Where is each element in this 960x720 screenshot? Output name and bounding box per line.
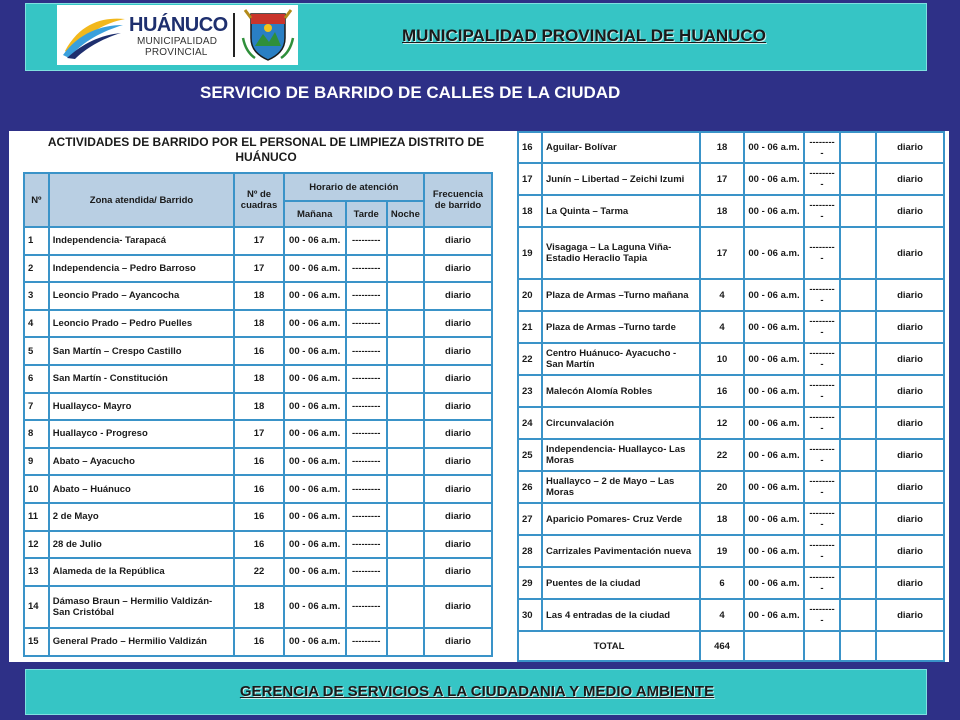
cell-manana: 00 - 06 a.m. <box>744 439 804 471</box>
cell-manana: 00 - 06 a.m. <box>284 503 346 531</box>
header-num: Nº <box>24 173 49 227</box>
cell-noche <box>387 475 424 503</box>
cell-zona: Visagaga – La Laguna Viña- Estadio Heraclio Tapia <box>542 227 700 279</box>
cell-num: 3 <box>24 282 49 310</box>
logo-subline-2: PROVINCIAL <box>145 47 208 58</box>
cell-tarde: --------- <box>346 310 387 338</box>
cell-cuadras: 18 <box>700 503 744 535</box>
cell-frecuencia: diario <box>424 586 492 628</box>
cell-tarde: --------- <box>346 475 387 503</box>
total-empty-cell <box>804 631 840 661</box>
table-row <box>24 420 492 448</box>
cell-cuadras: 22 <box>234 558 283 586</box>
cell-frecuencia: diario <box>424 393 492 421</box>
cell-num: 2 <box>24 255 49 283</box>
table-row <box>24 255 492 283</box>
table-row <box>518 375 944 407</box>
cell-noche <box>387 558 424 586</box>
table-caption: ACTIVIDADES DE BARRIDO POR EL PERSONAL DE LIMPIEZA DISTRITO DE HUÁNUCO <box>47 135 485 164</box>
total-empty-cell <box>876 631 944 661</box>
cell-manana: 00 - 06 a.m. <box>744 343 804 375</box>
cell-frecuencia: diario <box>876 311 944 343</box>
cell-cuadras: 16 <box>700 375 744 407</box>
header-title: MUNICIPALIDAD PROVINCIAL DE HUANUCO <box>402 26 766 45</box>
cell-zona: 2 de Mayo <box>49 503 235 531</box>
cell-zona: Aparicio Pomares- Cruz Verde <box>542 503 700 535</box>
header-noche: Noche <box>387 201 424 227</box>
cell-zona: Abato – Ayacucho <box>49 448 235 476</box>
footer-title: GERENCIA DE SERVICIOS A LA CIUDADANIA Y MEDIO AMBIENTE <box>239 683 715 700</box>
cell-num: 13 <box>24 558 49 586</box>
cell-num: 11 <box>24 503 49 531</box>
cell-cuadras: 18 <box>700 132 744 163</box>
cell-tarde: --------- <box>346 448 387 476</box>
cell-frecuencia: diario <box>424 531 492 559</box>
cell-num: 19 <box>518 227 542 279</box>
cell-manana: 00 - 06 a.m. <box>284 628 346 656</box>
cell-frecuencia: diario <box>876 599 944 631</box>
cell-cuadras: 4 <box>700 311 744 343</box>
cell-zona: San Martín – Crespo Castillo <box>49 337 235 365</box>
cell-num: 10 <box>24 475 49 503</box>
cell-num: 5 <box>24 337 49 365</box>
cell-noche <box>387 310 424 338</box>
cell-zona: Huallayco – 2 de Mayo – Las Moras <box>542 471 700 503</box>
cell-manana: 00 - 06 a.m. <box>744 535 804 567</box>
cell-cuadras: 16 <box>234 503 283 531</box>
table-row <box>518 163 944 195</box>
total-value: 464 <box>700 631 744 661</box>
cell-zona: Leoncio Prado – Ayancocha <box>49 282 235 310</box>
cell-frecuencia: diario <box>424 310 492 338</box>
cell-zona: Leoncio Prado – Pedro Puelles <box>49 310 235 338</box>
cell-frecuencia: diario <box>424 337 492 365</box>
cell-manana: 00 - 06 a.m. <box>744 163 804 195</box>
cell-cuadras: 10 <box>700 343 744 375</box>
table-row <box>24 337 492 365</box>
cell-tarde: --------- <box>346 420 387 448</box>
cell-manana: 00 - 06 a.m. <box>744 567 804 599</box>
cell-tarde: --------- <box>804 163 840 195</box>
cell-zona: Carrizales Pavimentación nueva <box>542 535 700 567</box>
cell-cuadras: 17 <box>234 420 283 448</box>
cell-num: 26 <box>518 471 542 503</box>
schedule-table-right <box>517 131 945 662</box>
cell-frecuencia: diario <box>876 195 944 227</box>
table-row <box>24 531 492 559</box>
cell-zona: Circunvalación <box>542 407 700 439</box>
cell-frecuencia: diario <box>876 439 944 471</box>
cell-num: 18 <box>518 195 542 227</box>
table-row <box>518 599 944 631</box>
cell-noche <box>840 439 876 471</box>
cell-tarde: --------- <box>804 195 840 227</box>
table-row <box>518 279 944 311</box>
cell-zona: Dámaso Braun – Hermilio Valdizán- San Cristóbal <box>49 586 235 628</box>
cell-tarde: --------- <box>804 471 840 503</box>
cell-zona: Huallayco - Progreso <box>49 420 235 448</box>
cell-frecuencia: diario <box>876 503 944 535</box>
cell-num: 7 <box>24 393 49 421</box>
cell-manana: 00 - 06 a.m. <box>744 311 804 343</box>
header-horario: Horario de atención <box>284 173 424 201</box>
cell-frecuencia: diario <box>876 132 944 163</box>
cell-zona: Las 4 entradas de la ciudad <box>542 599 700 631</box>
cell-frecuencia: diario <box>876 343 944 375</box>
cell-noche <box>840 535 876 567</box>
table-row <box>24 227 492 255</box>
cell-manana: 00 - 06 a.m. <box>284 586 346 628</box>
cell-manana: 00 - 06 a.m. <box>284 365 346 393</box>
table-row <box>518 195 944 227</box>
cell-zona: 28 de Julio <box>49 531 235 559</box>
cell-zona: Independencia- Huallayco- Las Moras <box>542 439 700 471</box>
total-row <box>518 631 944 661</box>
cell-noche <box>840 503 876 535</box>
cell-num: 9 <box>24 448 49 476</box>
cell-noche <box>387 503 424 531</box>
cell-tarde: --------- <box>346 337 387 365</box>
table-row <box>518 311 944 343</box>
table-row <box>24 310 492 338</box>
cell-cuadras: 16 <box>234 448 283 476</box>
cell-manana: 00 - 06 a.m. <box>284 558 346 586</box>
cell-noche <box>387 448 424 476</box>
cell-noche <box>840 132 876 163</box>
schedule-rows-right <box>518 132 944 661</box>
cell-tarde: --------- <box>346 503 387 531</box>
cell-zona: Abato – Huánuco <box>49 475 235 503</box>
cell-num: 12 <box>24 531 49 559</box>
header-zona: Zona atendida/ Barrido <box>49 173 235 227</box>
cell-cuadras: 18 <box>234 586 283 628</box>
cell-manana: 00 - 06 a.m. <box>284 255 346 283</box>
cell-zona: Alameda de la República <box>49 558 235 586</box>
cell-cuadras: 16 <box>234 337 283 365</box>
cell-manana: 00 - 06 a.m. <box>744 195 804 227</box>
table-row <box>24 628 492 656</box>
cell-manana: 00 - 06 a.m. <box>744 599 804 631</box>
cell-frecuencia: diario <box>876 407 944 439</box>
cell-noche <box>387 531 424 559</box>
cell-cuadras: 6 <box>700 567 744 599</box>
cell-tarde: --------- <box>804 439 840 471</box>
cell-noche <box>840 311 876 343</box>
cell-tarde: --------- <box>346 227 387 255</box>
cell-manana: 00 - 06 a.m. <box>744 471 804 503</box>
municipal-logo <box>57 5 298 65</box>
cell-frecuencia: diario <box>424 448 492 476</box>
cell-tarde: --------- <box>346 365 387 393</box>
cell-manana: 00 - 06 a.m. <box>284 393 346 421</box>
cell-noche <box>387 420 424 448</box>
cell-num: 14 <box>24 586 49 628</box>
table-row <box>24 503 492 531</box>
cell-noche <box>840 163 876 195</box>
cell-cuadras: 16 <box>234 531 283 559</box>
table-row <box>24 475 492 503</box>
cell-tarde: --------- <box>804 599 840 631</box>
table-row <box>518 132 944 163</box>
footer-band <box>25 669 927 715</box>
cell-tarde: --------- <box>804 503 840 535</box>
schedule-table-left <box>23 172 493 657</box>
cell-num: 15 <box>24 628 49 656</box>
cell-noche <box>387 337 424 365</box>
cell-noche <box>387 282 424 310</box>
cell-zona: San Martín - Constitución <box>49 365 235 393</box>
logo-swirl-icon <box>61 11 127 59</box>
cell-frecuencia: diario <box>876 535 944 567</box>
cell-frecuencia: diario <box>424 255 492 283</box>
cell-num: 16 <box>518 132 542 163</box>
cell-tarde: --------- <box>804 132 840 163</box>
table-row <box>518 407 944 439</box>
cell-noche <box>387 227 424 255</box>
total-empty-cell <box>840 631 876 661</box>
header-cuadras: Nº de cuadras <box>234 173 283 227</box>
cell-cuadras: 18 <box>234 365 283 393</box>
header-manana: Mañana <box>284 201 346 227</box>
table-row <box>24 586 492 628</box>
cell-noche <box>387 586 424 628</box>
table-row <box>518 535 944 567</box>
schedule-rows-left <box>24 227 492 656</box>
table-row <box>518 227 944 279</box>
cell-frecuencia: diario <box>876 375 944 407</box>
table-row <box>24 448 492 476</box>
table-row <box>24 393 492 421</box>
cell-frecuencia: diario <box>876 227 944 279</box>
cell-num: 23 <box>518 375 542 407</box>
cell-noche <box>840 599 876 631</box>
cell-num: 17 <box>518 163 542 195</box>
table-row <box>518 503 944 535</box>
cell-cuadras: 17 <box>700 163 744 195</box>
cell-tarde: --------- <box>804 343 840 375</box>
cell-cuadras: 4 <box>700 279 744 311</box>
cell-frecuencia: diario <box>876 163 944 195</box>
cell-frecuencia: diario <box>424 558 492 586</box>
cell-zona: Huallayco- Mayro <box>49 393 235 421</box>
cell-manana: 00 - 06 a.m. <box>284 337 346 365</box>
cell-cuadras: 18 <box>700 195 744 227</box>
cell-frecuencia: diario <box>876 471 944 503</box>
table-row <box>518 567 944 599</box>
cell-tarde: --------- <box>346 628 387 656</box>
cell-cuadras: 12 <box>700 407 744 439</box>
cell-tarde: --------- <box>346 393 387 421</box>
total-empty-cell <box>744 631 804 661</box>
cell-frecuencia: diario <box>424 365 492 393</box>
cell-zona: Plaza de Armas –Turno mañana <box>542 279 700 311</box>
cell-num: 8 <box>24 420 49 448</box>
cell-zona: Junín – Libertad – Zeichi Izumi <box>542 163 700 195</box>
cell-manana: 00 - 06 a.m. <box>284 531 346 559</box>
cell-tarde: --------- <box>346 255 387 283</box>
cell-tarde: --------- <box>804 227 840 279</box>
cell-noche <box>387 628 424 656</box>
cell-cuadras: 18 <box>234 393 283 421</box>
cell-tarde: --------- <box>346 586 387 628</box>
cell-noche <box>840 343 876 375</box>
cell-frecuencia: diario <box>876 279 944 311</box>
cell-manana: 00 - 06 a.m. <box>744 227 804 279</box>
cell-noche <box>387 365 424 393</box>
cell-cuadras: 17 <box>234 255 283 283</box>
cell-manana: 00 - 06 a.m. <box>744 132 804 163</box>
cell-cuadras: 18 <box>234 282 283 310</box>
cell-num: 4 <box>24 310 49 338</box>
cell-num: 22 <box>518 343 542 375</box>
cell-noche <box>387 255 424 283</box>
cell-num: 28 <box>518 535 542 567</box>
table-row <box>518 439 944 471</box>
cell-noche <box>840 195 876 227</box>
cell-num: 20 <box>518 279 542 311</box>
cell-manana: 00 - 06 a.m. <box>744 279 804 311</box>
logo-subline-1: MUNICIPALIDAD <box>137 36 218 47</box>
cell-noche <box>840 471 876 503</box>
cell-noche <box>840 227 876 279</box>
cell-num: 24 <box>518 407 542 439</box>
cell-cuadras: 22 <box>700 439 744 471</box>
page-subtitle: SERVICIO DE BARRIDO DE CALLES DE LA CIUDAD <box>200 83 621 102</box>
cell-zona: Centro Huánuco- Ayacucho - San Martín <box>542 343 700 375</box>
cell-tarde: --------- <box>804 279 840 311</box>
cell-num: 27 <box>518 503 542 535</box>
table-row <box>24 365 492 393</box>
header-frecuencia: Frecuencia de barrido <box>424 173 492 227</box>
logo-wordmark: HUÁNUCO <box>129 14 228 36</box>
cell-tarde: --------- <box>804 535 840 567</box>
logo-divider <box>233 13 235 57</box>
cell-zona: General Prado – Hermilio Valdizán <box>49 628 235 656</box>
cell-noche <box>387 393 424 421</box>
cell-tarde: --------- <box>804 407 840 439</box>
cell-frecuencia: diario <box>424 475 492 503</box>
cell-tarde: --------- <box>804 311 840 343</box>
cell-frecuencia: diario <box>424 628 492 656</box>
table-row <box>518 471 944 503</box>
cell-zona: Plaza de Armas –Turno tarde <box>542 311 700 343</box>
cell-cuadras: 20 <box>700 471 744 503</box>
cell-num: 6 <box>24 365 49 393</box>
cell-cuadras: 16 <box>234 628 283 656</box>
cell-tarde: --------- <box>346 282 387 310</box>
cell-noche <box>840 375 876 407</box>
cell-zona: La Quinta – Tarma <box>542 195 700 227</box>
cell-zona: Independencia- Tarapacá <box>49 227 235 255</box>
cell-manana: 00 - 06 a.m. <box>744 407 804 439</box>
cell-manana: 00 - 06 a.m. <box>284 475 346 503</box>
cell-frecuencia: diario <box>424 282 492 310</box>
cell-num: 29 <box>518 567 542 599</box>
cell-manana: 00 - 06 a.m. <box>744 503 804 535</box>
cell-manana: 00 - 06 a.m. <box>284 420 346 448</box>
table-row <box>24 282 492 310</box>
total-label: TOTAL <box>518 631 700 661</box>
cell-frecuencia: diario <box>424 503 492 531</box>
cell-cuadras: 17 <box>234 227 283 255</box>
coat-of-arms-icon <box>241 8 295 62</box>
cell-manana: 00 - 06 a.m. <box>284 282 346 310</box>
cell-zona: Independencia – Pedro Barroso <box>49 255 235 283</box>
cell-noche <box>840 407 876 439</box>
cell-cuadras: 19 <box>700 535 744 567</box>
cell-zona: Malecón Alomía Robles <box>542 375 700 407</box>
cell-zona: Aguilar- Bolívar <box>542 132 700 163</box>
cell-manana: 00 - 06 a.m. <box>284 227 346 255</box>
cell-zona: Puentes de la ciudad <box>542 567 700 599</box>
cell-tarde: --------- <box>346 531 387 559</box>
cell-cuadras: 16 <box>234 475 283 503</box>
header-tarde: Tarde <box>346 201 387 227</box>
cell-num: 30 <box>518 599 542 631</box>
cell-tarde: --------- <box>804 375 840 407</box>
cell-num: 21 <box>518 311 542 343</box>
cell-cuadras: 18 <box>234 310 283 338</box>
schedule-table-image <box>9 131 949 662</box>
cell-frecuencia: diario <box>424 420 492 448</box>
cell-cuadras: 17 <box>700 227 744 279</box>
cell-manana: 00 - 06 a.m. <box>284 310 346 338</box>
cell-manana: 00 - 06 a.m. <box>744 375 804 407</box>
cell-tarde: --------- <box>804 567 840 599</box>
cell-num: 25 <box>518 439 542 471</box>
cell-frecuencia: diario <box>424 227 492 255</box>
cell-manana: 00 - 06 a.m. <box>284 448 346 476</box>
cell-noche <box>840 279 876 311</box>
cell-tarde: --------- <box>346 558 387 586</box>
cell-num: 1 <box>24 227 49 255</box>
table-row <box>24 558 492 586</box>
cell-cuadras: 4 <box>700 599 744 631</box>
cell-frecuencia: diario <box>876 567 944 599</box>
table-row <box>518 343 944 375</box>
cell-noche <box>840 567 876 599</box>
